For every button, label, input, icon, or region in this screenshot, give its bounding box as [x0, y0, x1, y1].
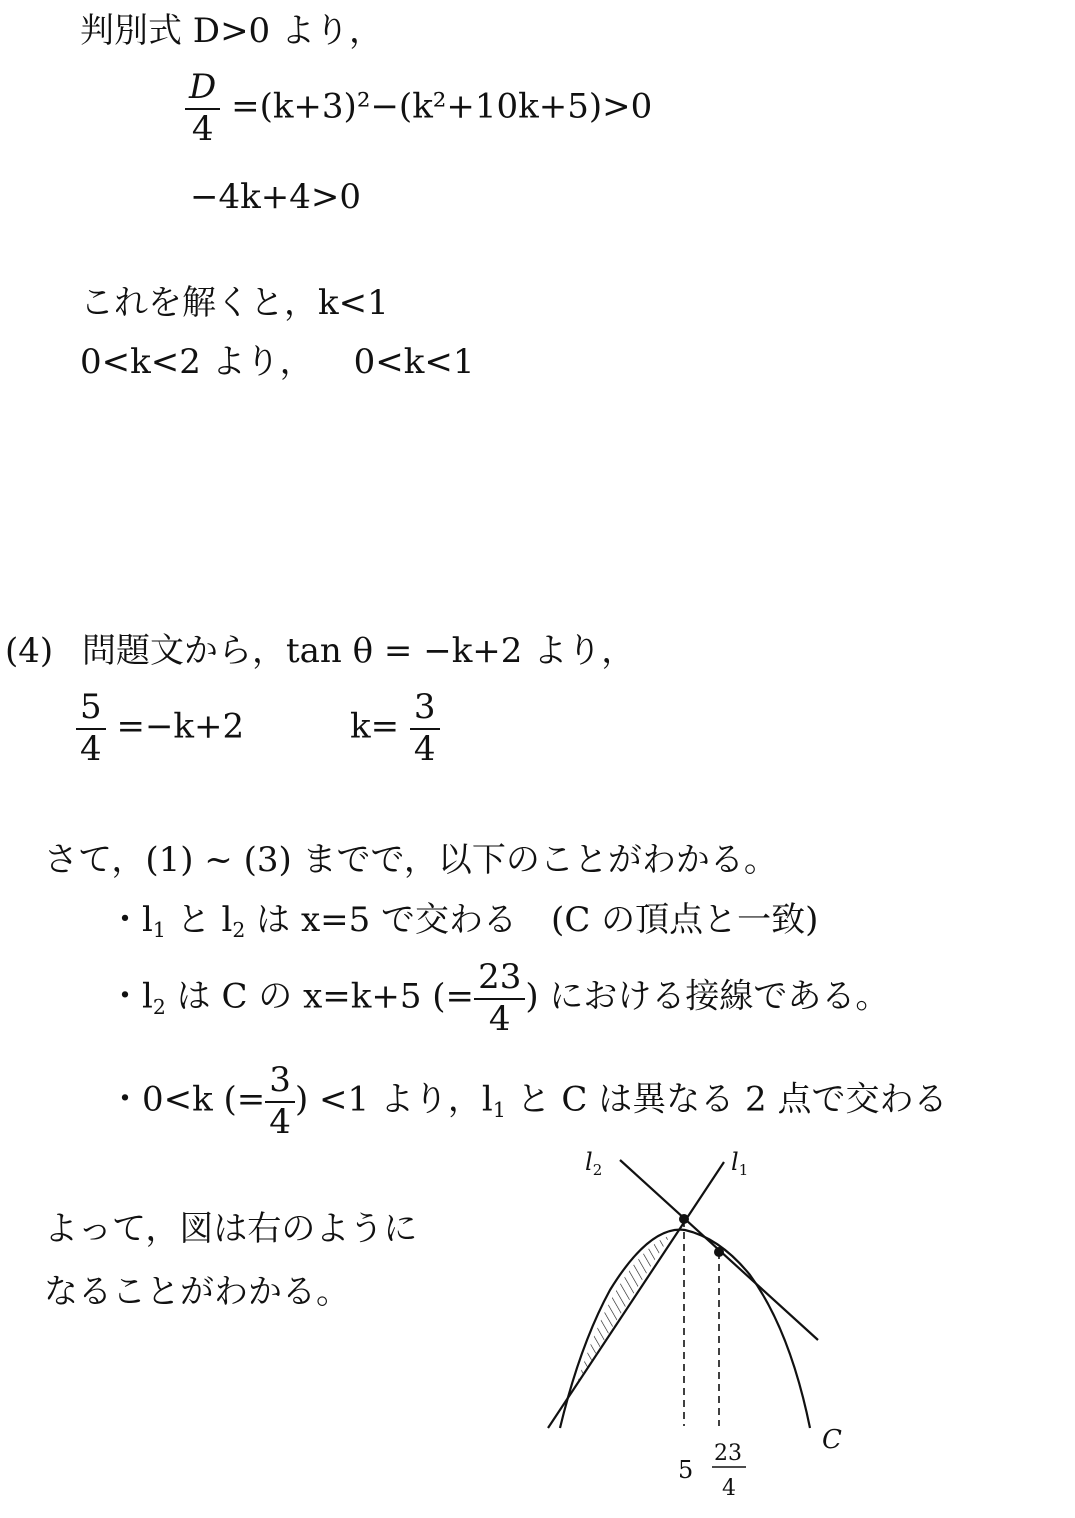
discriminant-condition: 判別式 D>0 より，	[80, 11, 383, 51]
tangent-point	[714, 1247, 724, 1257]
conclusion-line-1: よって，図は右のように	[44, 1209, 418, 1249]
label-l1: $l_1$	[731, 1148, 749, 1179]
k-three-quarters-fraction: $\frac{3}{4}$	[265, 1063, 295, 1140]
line-l1	[548, 1162, 724, 1428]
three-quarters-fraction: $\frac{3}{4}$	[410, 690, 440, 767]
parabola-figure	[540, 1140, 870, 1500]
bullet-intersection: ・$l_1$ と $l_2$ は x=5 で交わる (C の頂点と一致)	[108, 900, 819, 943]
bullet-tangent: ・$l_2$ は C の x=k+5 (= $\frac{23}{4}$ ) における接線である。	[108, 957, 890, 1039]
tick-23-num: 23	[714, 1441, 742, 1466]
discriminant-equation: $\frac{D}{4}$ =(k+3)²−(k²+10k+5)>0	[185, 70, 652, 147]
part4-label: (4)	[5, 631, 54, 671]
inequality-simplified: −4k+4>0	[190, 177, 361, 217]
combined-range: 0<k<2 より， 0<k<1	[80, 342, 475, 382]
conclusion-line-2: なることがわかる。	[44, 1272, 350, 1312]
label-l2: $l_2$	[585, 1148, 603, 1179]
tan-equation: $\frac{5}{4}$ =−k+2	[76, 690, 244, 767]
five-quarters-fraction: $\frac{5}{4}$	[76, 690, 106, 767]
tan-theta-statement: 問題文から，tan θ = −k+2 より，	[82, 631, 636, 671]
tick-23-den: 4	[722, 1476, 736, 1500]
shaded-region	[577, 1236, 670, 1383]
solution-k-less-1: これを解くと，k<1	[80, 283, 389, 323]
label-C: C	[822, 1425, 842, 1455]
d-over-4-fraction: $\frac{D}{4}$	[185, 70, 220, 147]
intersection-point	[679, 1214, 689, 1224]
tick-5: 5	[678, 1456, 694, 1484]
summary-line: さて，(1) ~ (3) までで，以下のことがわかる。	[44, 840, 778, 880]
k-value: k= $\frac{3}{4}$	[350, 690, 440, 767]
twentythree-quarters-fraction: $\frac{23}{4}$	[474, 960, 525, 1037]
bullet-two-points: ・0<k (= $\frac{3}{4}$ ) <1 より，$l_1$ と C は異なる 2 点で交わる	[108, 1060, 948, 1142]
